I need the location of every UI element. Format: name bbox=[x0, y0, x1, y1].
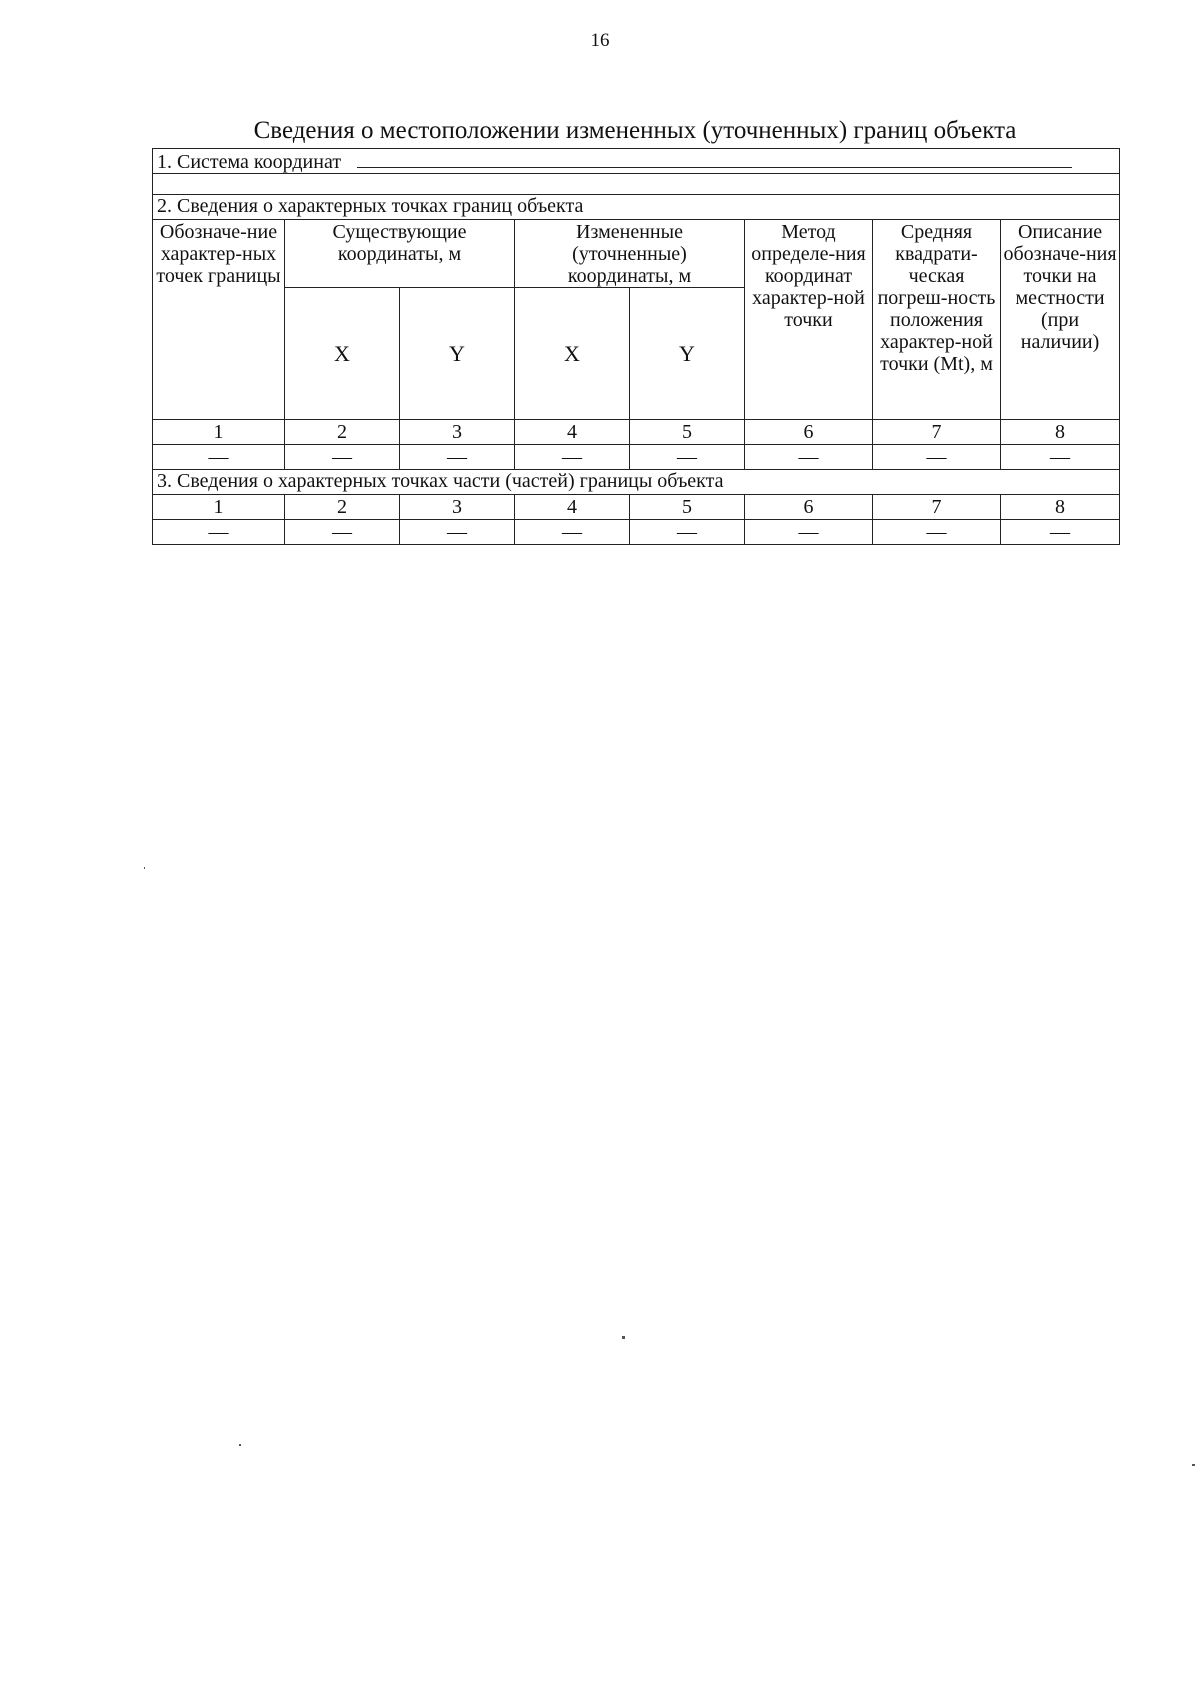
speck bbox=[144, 867, 145, 869]
table-cell: — bbox=[400, 520, 515, 545]
empty-cell bbox=[153, 174, 1120, 195]
table-row bbox=[153, 520, 1120, 545]
table-cell: — bbox=[515, 445, 630, 470]
boundary-points-table bbox=[152, 148, 1120, 545]
column-number: 7 bbox=[873, 495, 1001, 520]
column-number: 2 bbox=[285, 420, 400, 445]
table-cell: — bbox=[1001, 445, 1120, 470]
column-number: 8 bbox=[1001, 420, 1120, 445]
column-number: 8 bbox=[1001, 495, 1120, 520]
header-existing-y: Y bbox=[400, 288, 515, 420]
column-number: 3 bbox=[400, 495, 515, 520]
header-changed-y: Y bbox=[630, 288, 745, 420]
table-cell: — bbox=[873, 520, 1001, 545]
column-number: 4 bbox=[515, 420, 630, 445]
table-cell: — bbox=[745, 445, 873, 470]
header-mean-square-error: Средняя квадрати-ческая погреш-ность положения характер-ной точки (Mt), м bbox=[873, 220, 1001, 420]
column-number: 4 bbox=[515, 495, 630, 520]
header-changed-x: X bbox=[515, 288, 630, 420]
section3-heading-row bbox=[153, 470, 1120, 495]
column-number: 2 bbox=[285, 495, 400, 520]
column-number: 3 bbox=[400, 420, 515, 445]
header-point-description: Описание обозначе-ния точки на местности (при наличии) bbox=[1001, 220, 1120, 420]
table-cell: — bbox=[285, 445, 400, 470]
table-cell: — bbox=[630, 445, 745, 470]
header-changed-coordinates: Измененные (уточненные) координаты, м bbox=[515, 220, 745, 288]
document-title: Сведения о местоположении измененных (уточненных) границ объекта bbox=[253, 117, 1017, 144]
column-number: 6 bbox=[745, 495, 873, 520]
section3-heading: 3. Сведения о характерных точках части (частей) границы объекта bbox=[153, 470, 1120, 495]
section3-number-row bbox=[153, 495, 1120, 520]
page-number: 16 bbox=[590, 30, 610, 51]
speck bbox=[1192, 1464, 1195, 1466]
speck bbox=[622, 1336, 625, 1339]
header-existing-coordinates: Существующие координаты, м bbox=[285, 220, 515, 288]
speck bbox=[239, 1444, 241, 1446]
table-cell: — bbox=[1001, 520, 1120, 545]
coordinate-system-input-line bbox=[357, 149, 1072, 168]
section2-number-row bbox=[153, 420, 1120, 445]
header-point-designation: Обозначе-ние характер-ных точек границы bbox=[153, 220, 285, 420]
table-cell: — bbox=[400, 445, 515, 470]
section1-row bbox=[153, 149, 1120, 174]
section2-heading-row bbox=[153, 195, 1120, 220]
table-cell: — bbox=[515, 520, 630, 545]
table-row bbox=[153, 445, 1120, 470]
table-cell: — bbox=[285, 520, 400, 545]
section2-heading: 2. Сведения о характерных точках границ объекта bbox=[153, 195, 1120, 220]
column-number: 5 bbox=[630, 495, 745, 520]
coordinate-system-cell bbox=[153, 149, 1120, 174]
coordinate-system-label: 1. Система координат bbox=[157, 151, 342, 173]
table-cell: — bbox=[153, 445, 285, 470]
column-number: 7 bbox=[873, 420, 1001, 445]
column-number: 1 bbox=[153, 495, 285, 520]
table-cell: — bbox=[873, 445, 1001, 470]
header-existing-x: X bbox=[285, 288, 400, 420]
section1-empty-row bbox=[153, 174, 1120, 195]
column-number: 5 bbox=[630, 420, 745, 445]
column-number: 1 bbox=[153, 420, 285, 445]
table-cell: — bbox=[745, 520, 873, 545]
table-cell: — bbox=[630, 520, 745, 545]
column-number: 6 bbox=[745, 420, 873, 445]
section2-header-row-1 bbox=[153, 220, 1120, 288]
header-method: Метод определе-ния координат характер-ной точки bbox=[745, 220, 873, 420]
table-cell: — bbox=[153, 520, 285, 545]
